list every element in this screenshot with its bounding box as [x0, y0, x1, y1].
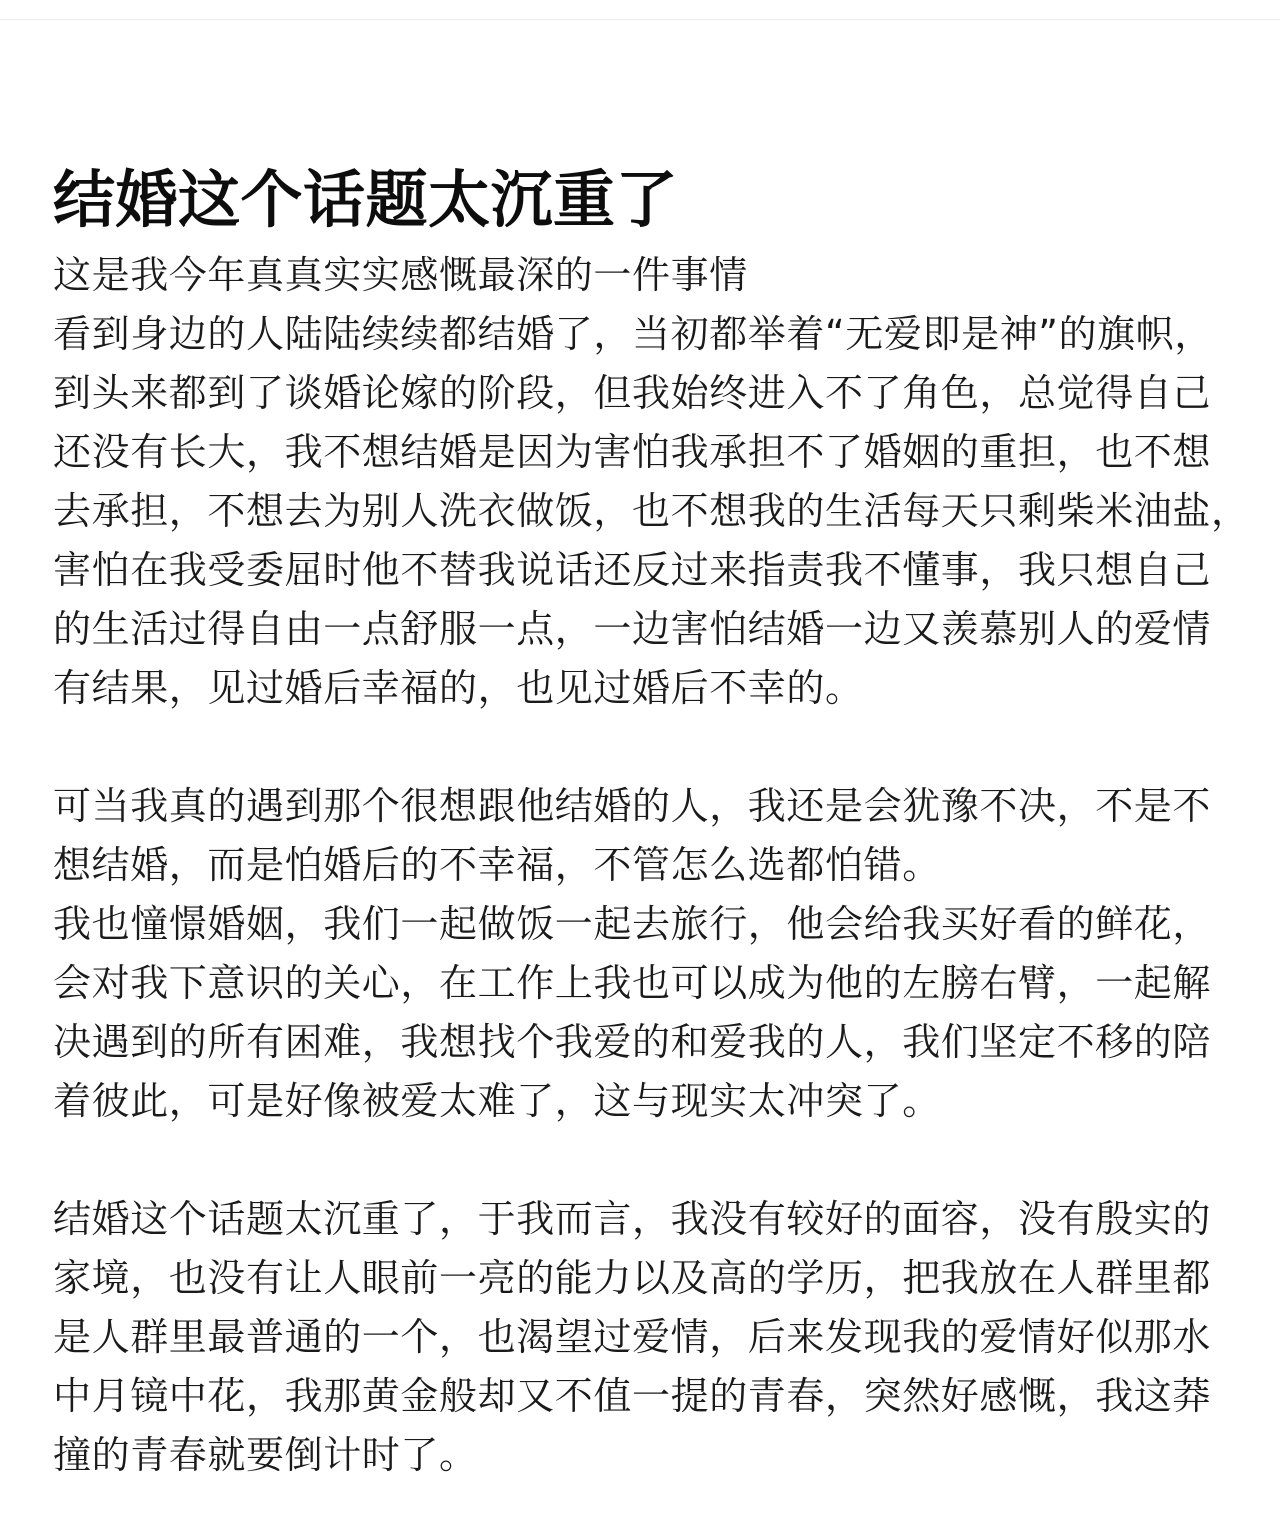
- text-line: 想结婚，而是怕婚后的不幸福，不管怎么选都怕错。: [53, 843, 941, 887]
- text-line: 这是我今年真真实实感慨最深的一件事情: [53, 253, 748, 297]
- text-line: 到头来都到了谈婚论嫁的阶段，但我始终进入不了角色，总觉得自己: [53, 371, 1212, 415]
- text-line: 会对我下意识的关心，在工作上我也可以成为他的左膀右臂，一起解: [53, 961, 1212, 1005]
- paragraph-gap: [53, 718, 1231, 777]
- text-line: 撞的青春就要倒计时了。: [53, 1433, 478, 1477]
- text-line: 结婚这个话题太沉重了，于我而言，我没有较好的面容，没有殷实的: [53, 1197, 1212, 1241]
- top-divider: [0, 19, 1280, 20]
- paragraph-2: [53, 777, 1231, 1131]
- text-line: 看到身边的人陆陆续续都结婚了，当初都举着“无爱即是神”的旗帜，: [53, 312, 1213, 356]
- text-line: 可当我真的遇到那个很想跟他结婚的人，我还是会犹豫不决，不是不: [53, 784, 1212, 828]
- text-line: 是人群里最普通的一个，也渴望过爱情，后来发现我的爱情好似那水: [53, 1315, 1212, 1359]
- text-line: 中月镜中花，我那黄金般却又不值一提的青春，突然好感慨，我这莽: [53, 1374, 1212, 1418]
- text-line: 的生活过得自由一点舒服一点，一边害怕结婚一边又羡慕别人的爱情: [53, 607, 1212, 651]
- text-line: 我也憧憬婚姻，我们一起做饭一起去旅行，他会给我买好看的鲜花，: [53, 902, 1212, 946]
- text-line: 着彼此，可是好像被爱太难了，这与现实太冲突了。: [53, 1079, 941, 1123]
- text-line: 有结果，见过婚后幸福的，也见过婚后不幸的。: [53, 666, 864, 710]
- text-line: 去承担，不想去为别人洗衣做饭，也不想我的生活每天只剩柴米油盐，: [53, 489, 1250, 533]
- paragraph-3: [53, 1190, 1231, 1485]
- paragraph-gap: [53, 1131, 1231, 1190]
- note-title: 结婚这个话题太沉重了: [53, 163, 679, 236]
- text-line: 还没有长大，我不想结婚是因为害怕我承担不了婚姻的重担，也不想: [53, 430, 1212, 474]
- note-article: [53, 160, 1250, 1485]
- text-line: 害怕在我受委屈时他不替我说话还反过来指责我不懂事，我只想自己: [53, 548, 1212, 592]
- text-line: 家境，也没有让人眼前一亮的能力以及高的学历，把我放在人群里都: [53, 1256, 1212, 1300]
- note-body: [53, 246, 1250, 1485]
- text-line: 决遇到的所有困难，我想找个我爱的和爱我的人，我们坚定不移的陪: [53, 1020, 1212, 1064]
- paragraph-1: [53, 246, 1250, 718]
